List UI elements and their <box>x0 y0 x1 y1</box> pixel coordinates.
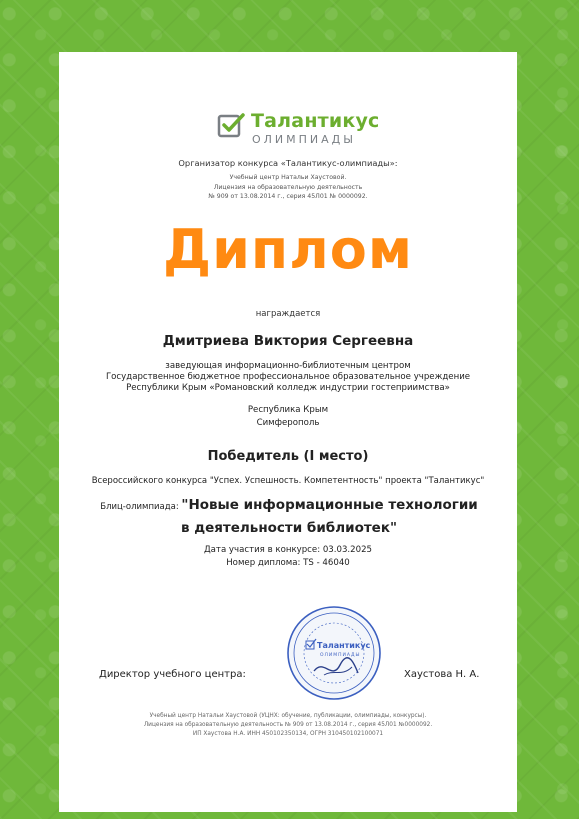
awarded-text: награждается <box>255 309 321 319</box>
contest-name: Всероссийского конкурса "Успех. Успешность. Компетентность" проекта "Талантикус" <box>91 476 485 486</box>
organizer-line: № 909 от 13.08.2014 г., серия 45Л01 № 0000092. <box>208 193 368 200</box>
city: Симферополь <box>256 418 320 428</box>
position-line: Государственное бюджетное профессиональное образовательное учреждение <box>105 372 471 382</box>
organizer-line: Учебный центр Натальи Хаустовой. <box>229 174 347 181</box>
olympiad-name: Новые информационные технологии в деятельности библиотек <box>180 497 478 536</box>
diploma-paper <box>59 52 517 812</box>
recipient-location <box>59 404 517 430</box>
participation-date: Дата участия в конкурсе: 03.03.2025 <box>203 545 373 555</box>
director-label: Директор учебного центра: <box>99 669 246 680</box>
award-place: Победитель (I место) <box>207 449 369 464</box>
recipient-position <box>59 361 517 394</box>
logo-brand: Талантикус <box>251 110 380 132</box>
recipient-name: Дмитриева Виктория Сергеевна <box>162 333 414 349</box>
olympiad-block: Блиц-олимпиада: "Новые информационные технологии в деятельности библиотек" <box>100 497 478 536</box>
olympiad-label: Блиц-олимпиада: <box>100 502 182 512</box>
organizer-title: Организатор конкурса «Талантикус-олимпиады»: <box>178 158 398 168</box>
footer-line: ИП Хаустова Н.А. ИНН 450102350134, ОГРН 310450102100071 <box>192 731 384 737</box>
diploma-details <box>59 544 517 570</box>
diploma-title: Диплом <box>162 218 414 281</box>
talantikus-logo <box>217 110 380 150</box>
diploma-number: Номер диплома: TS - 46040 <box>226 558 350 568</box>
organizer-line: Лицензия на образовательную деятельность <box>213 183 363 191</box>
footer-line: Лицензия на образовательную деятельность № 909 от 13.08.2014 г., серия 45Л01 №0000092. <box>143 722 433 728</box>
organizer-details <box>59 173 517 202</box>
director-name: Хаустова Н. А. <box>404 669 480 680</box>
stamp-subtitle: ОЛИМПИАДЫ <box>320 653 361 658</box>
position-line: заведующая информационно-библиотечным центром <box>165 361 411 371</box>
region: Республика Крым <box>247 405 329 415</box>
position-line: Республики Крым «Романовский колледж индустрии гостеприимства» <box>126 383 450 393</box>
stamp-brand: Талантикус <box>317 641 371 650</box>
logo-subtitle: ОЛИМПИАДЫ <box>252 133 356 146</box>
footer-info <box>59 712 517 739</box>
footer-line: Учебный центр Натальи Хаустовой (УЦНХ: обучение, публикации, олимпиады, конкурсы). <box>149 713 427 719</box>
checkbox-logo-icon <box>217 112 245 140</box>
signature-block <box>99 664 489 694</box>
